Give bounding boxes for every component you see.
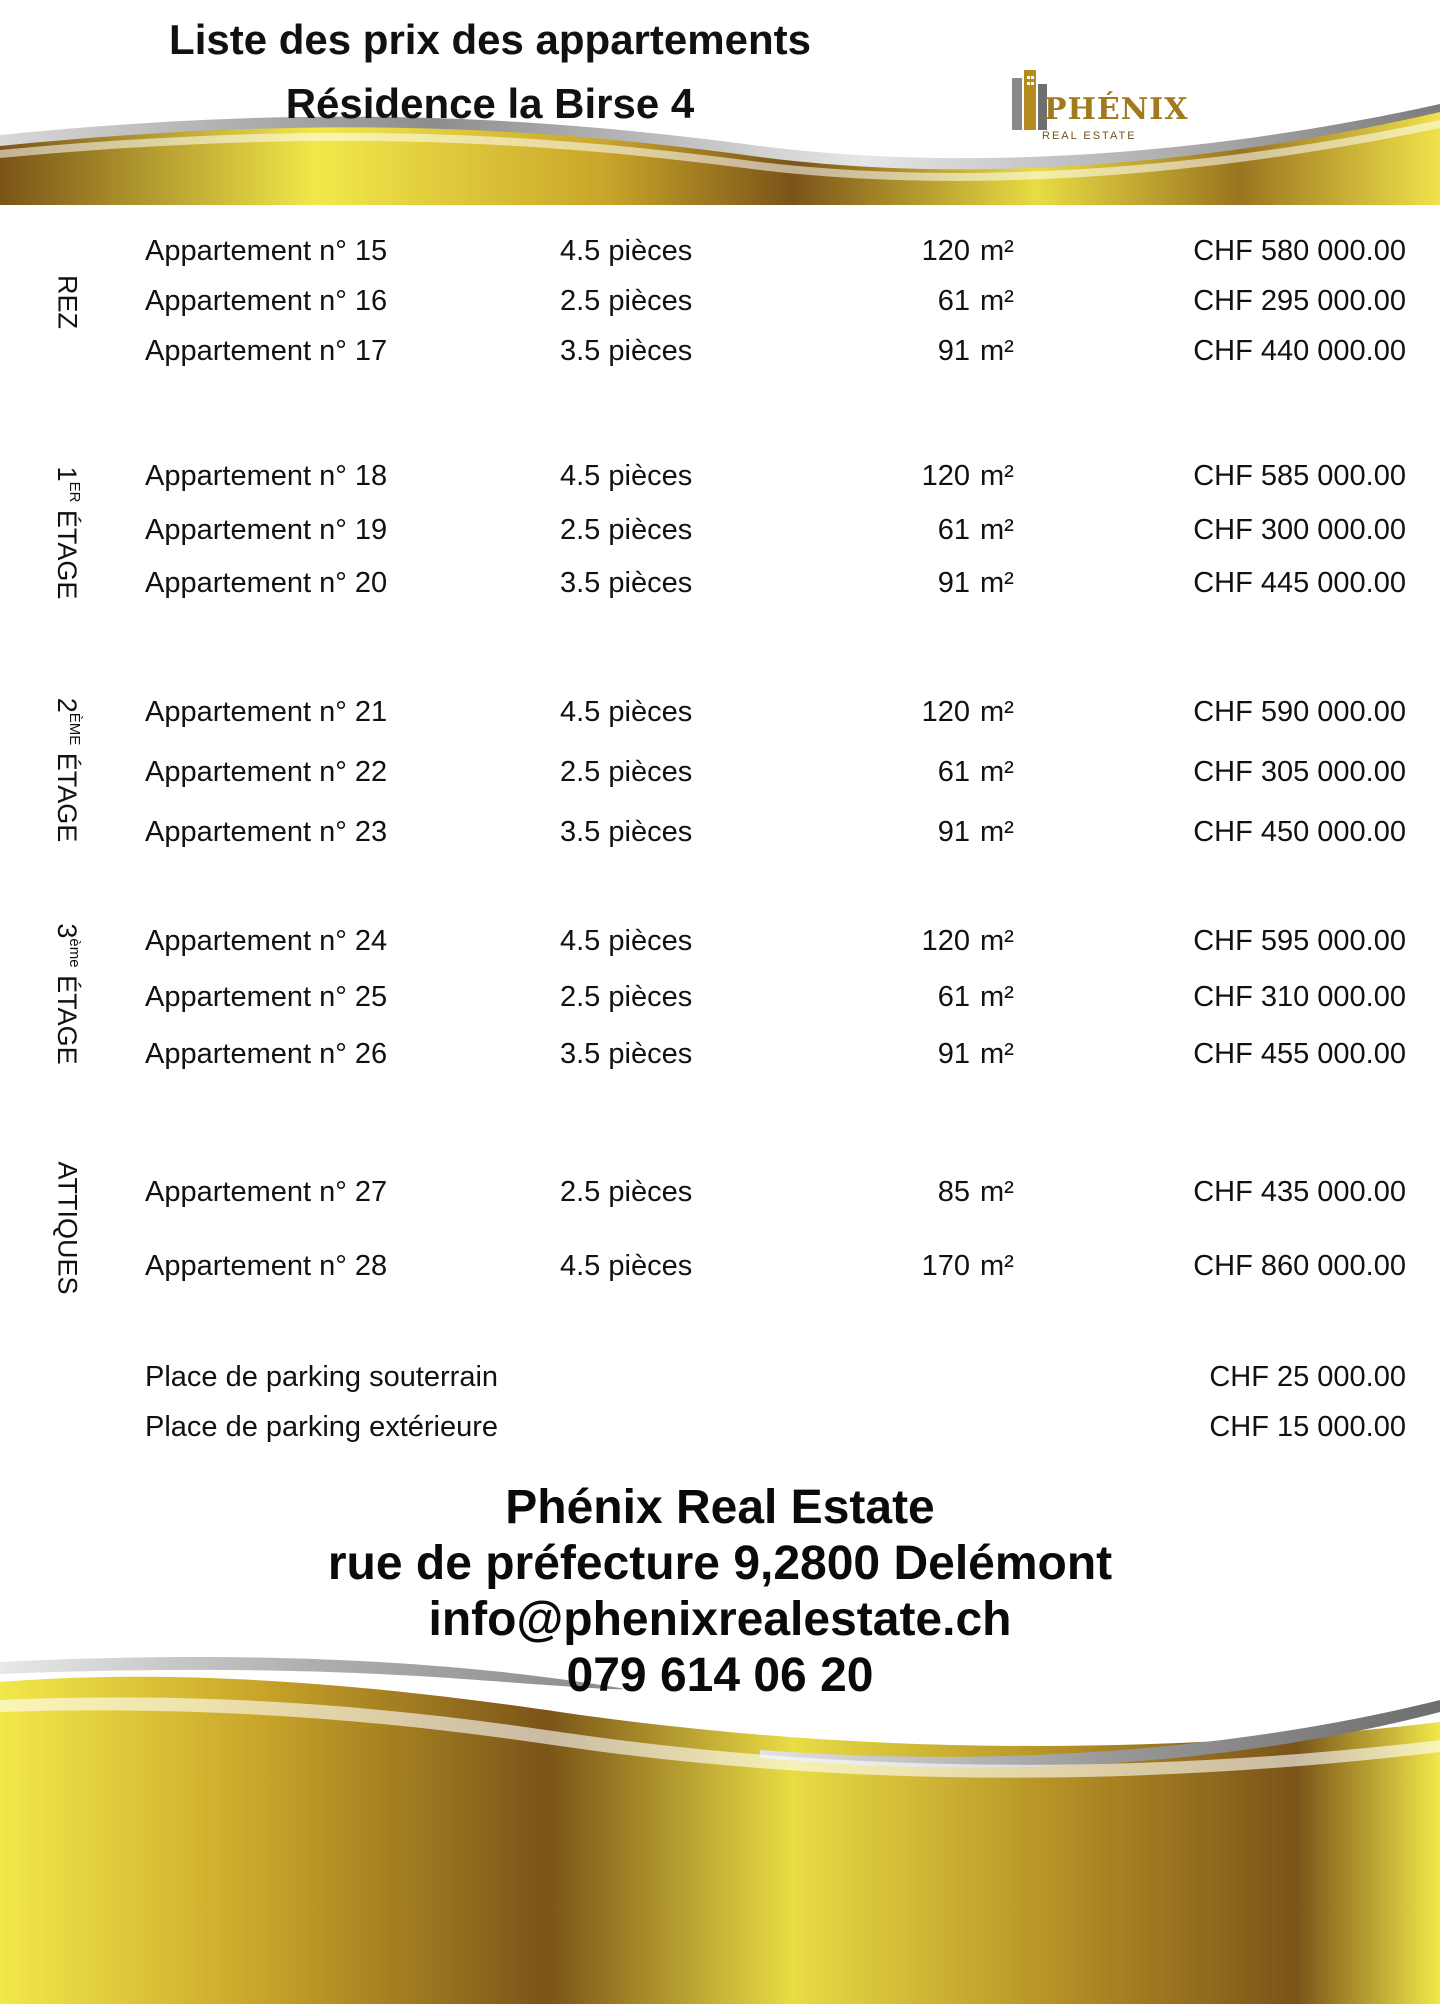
area-unit: m²	[980, 514, 1014, 546]
apartment-name: Appartement n° 24	[145, 925, 388, 957]
apartment-price: CHF 300 000.00	[1193, 514, 1406, 546]
apartment-name: Appartement n° 17	[145, 335, 388, 367]
table-row	[0, 231, 1440, 271]
parking-row	[0, 1357, 1440, 1397]
area-unit: m²	[980, 1250, 1014, 1282]
table-row	[0, 1172, 1440, 1212]
table-row	[0, 1246, 1440, 1286]
company-phone[interactable]: 079 614 06 20	[566, 1649, 874, 1702]
page-title: Liste des prix des appartements	[169, 16, 811, 63]
parking-price: CHF 15 000.00	[1209, 1411, 1406, 1443]
area-unit: m²	[980, 981, 1014, 1013]
parking-price: CHF 25 000.00	[1209, 1361, 1406, 1393]
table-row	[0, 692, 1440, 732]
apartment-area: 61	[937, 285, 970, 317]
area-unit: m²	[980, 756, 1014, 788]
apartment-rooms: 3.5 pièces	[560, 816, 693, 848]
apartment-rooms: 4.5 pièces	[560, 1250, 693, 1282]
apartment-price: CHF 590 000.00	[1193, 696, 1406, 728]
apartment-area: 91	[937, 567, 970, 599]
area-unit: m²	[980, 696, 1014, 728]
apartment-name: Appartement n° 16	[145, 285, 388, 317]
apartment-name: Appartement n° 21	[145, 696, 388, 728]
apartment-name: Appartement n° 23	[145, 816, 388, 848]
title-block	[130, 8, 850, 136]
table-row	[0, 812, 1440, 852]
table-row	[0, 977, 1440, 1017]
apartment-area: 91	[937, 1038, 970, 1070]
apartment-rooms: 4.5 pièces	[560, 925, 693, 957]
apartment-name: Appartement n° 15	[145, 235, 388, 267]
apartment-price: CHF 860 000.00	[1193, 1250, 1406, 1282]
parking-label: Place de parking souterrain	[145, 1361, 499, 1393]
table-row	[0, 1034, 1440, 1074]
apartment-area: 170	[921, 1250, 970, 1282]
area-unit: m²	[980, 460, 1014, 492]
apartment-area: 120	[921, 925, 970, 957]
contact-block	[0, 1480, 1440, 1704]
apartment-area: 61	[937, 756, 970, 788]
area-unit: m²	[980, 1176, 1014, 1208]
table-row	[0, 510, 1440, 550]
apartment-name: Appartement n° 22	[145, 756, 388, 788]
area-unit: m²	[980, 335, 1014, 367]
company-email[interactable]: info@phenixrealestate.ch	[428, 1593, 1012, 1646]
apartment-price: CHF 455 000.00	[1193, 1038, 1406, 1070]
apartment-name: Appartement n° 26	[145, 1038, 388, 1070]
parking-row	[0, 1407, 1440, 1447]
apartment-area: 85	[937, 1176, 970, 1208]
apartment-price: CHF 585 000.00	[1193, 460, 1406, 492]
table-row	[0, 752, 1440, 792]
table-row	[0, 331, 1440, 371]
area-unit: m²	[980, 816, 1014, 848]
apartment-price: CHF 310 000.00	[1193, 981, 1406, 1013]
table-row	[0, 456, 1440, 496]
apartment-rooms: 3.5 pièces	[560, 1038, 693, 1070]
apartment-price: CHF 435 000.00	[1193, 1176, 1406, 1208]
apartment-rooms: 2.5 pièces	[560, 756, 693, 788]
apartment-area: 120	[921, 460, 970, 492]
apartment-rooms: 4.5 pièces	[560, 235, 693, 267]
apartment-rooms: 4.5 pièces	[560, 696, 693, 728]
area-unit: m²	[980, 1038, 1014, 1070]
apartment-rooms: 2.5 pièces	[560, 981, 693, 1013]
apartment-name: Appartement n° 18	[145, 460, 388, 492]
apartment-price: CHF 305 000.00	[1193, 756, 1406, 788]
apartment-area: 120	[921, 235, 970, 267]
apartment-rooms: 2.5 pièces	[560, 285, 693, 317]
apartment-area: 91	[937, 816, 970, 848]
apartment-rooms: 3.5 pièces	[560, 335, 693, 367]
logo-subtitle: REAL ESTATE	[1042, 130, 1137, 142]
apartment-price: CHF 450 000.00	[1193, 816, 1406, 848]
apartment-price: CHF 440 000.00	[1193, 335, 1406, 367]
apartment-name: Appartement n° 20	[145, 567, 388, 599]
area-unit: m²	[980, 567, 1014, 599]
company-name: Phénix Real Estate	[505, 1481, 935, 1534]
logo-wordmark: PHÉNIX	[1044, 92, 1189, 127]
apartment-rooms: 3.5 pièces	[560, 567, 693, 599]
area-unit: m²	[980, 285, 1014, 317]
apartment-rooms: 4.5 pièces	[560, 460, 693, 492]
apartment-rooms: 2.5 pièces	[560, 1176, 693, 1208]
table-row	[0, 281, 1440, 321]
apartment-area: 61	[937, 514, 970, 546]
apartment-price: CHF 580 000.00	[1193, 235, 1406, 267]
apartment-price: CHF 595 000.00	[1193, 925, 1406, 957]
table-row	[0, 563, 1440, 603]
table-row	[0, 921, 1440, 961]
apartment-price: CHF 445 000.00	[1193, 567, 1406, 599]
apartment-rooms: 2.5 pièces	[560, 514, 693, 546]
company-address: rue de préfecture 9,2800 Delémont	[327, 1537, 1113, 1590]
apartment-name: Appartement n° 27	[145, 1176, 388, 1208]
page-subtitle: Résidence la Birse 4	[285, 80, 695, 127]
apartment-name: Appartement n° 25	[145, 981, 388, 1013]
apartment-area: 120	[921, 696, 970, 728]
apartment-name: Appartement n° 19	[145, 514, 388, 546]
apartment-area: 91	[937, 335, 970, 367]
area-unit: m²	[980, 235, 1014, 267]
phenix-logo	[1008, 66, 1189, 148]
apartment-name: Appartement n° 28	[145, 1250, 388, 1282]
apartment-area: 61	[937, 981, 970, 1013]
area-unit: m²	[980, 925, 1014, 957]
parking-label: Place de parking extérieure	[145, 1411, 499, 1443]
apartment-price: CHF 295 000.00	[1193, 285, 1406, 317]
